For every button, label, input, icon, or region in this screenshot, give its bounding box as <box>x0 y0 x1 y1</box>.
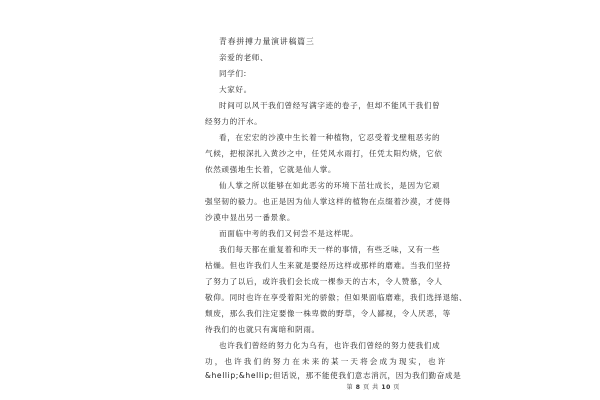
paragraph-line: 强坚韧的毅力。也正是因为仙人掌这样的植物在点缀着沙漠，才使得 <box>205 197 451 206</box>
paragraph-line: 沙漠中显出另一番景象。 <box>205 213 296 222</box>
paragraph-line: 敬仰。同时也许在享受着阳光的骄傲；但如果面临磨难，我们选择退缩、 <box>205 293 468 302</box>
paragraph-line: 功，也许我们的努力在未来的某一天将会成为现实，也许 <box>205 357 448 366</box>
paragraph-line: 了努力了以后，或许我们会长成一棵参天的古木，令人赞慕，令人 <box>205 277 443 286</box>
paragraph-line: 看，在宏宏的沙漠中生长着一种植物，它忍受着戈壁粗恶劣的 <box>219 133 441 142</box>
document-title: 青春拼搏力量演讲稿篇三 <box>219 37 315 46</box>
paragraph-line: 也许我们曾经的努力化为乌有，也许我们曾经的努力使我们成 <box>219 341 441 350</box>
paragraph-line: 仙人掌之所以能够在如此恶劣的环境下茁壮成长，是因为它顽 <box>219 181 441 190</box>
paragraph-line: 同学们: <box>219 69 247 78</box>
paragraph-line: 依然顽强地生长着，它就是仙人掌。 <box>205 165 337 174</box>
paragraph-line: 颓废，那么我们注定要像一株卑微的野草，令人鄙视，令人厌恶，等 <box>205 309 451 318</box>
paragraph-line: 待我们的也就只有寓暗和阴雨。 <box>205 325 320 334</box>
paragraph-line: 枯燥。但也许我们人生来就是要经历这样或那样的磨难。当我们坚持 <box>205 261 451 270</box>
paragraph-line: 亲爱的老师、 <box>219 53 269 62</box>
paragraph-line: 而面临中考的我们又何尝不是这样呢。 <box>219 229 359 238</box>
paragraph-line: &hellip;&hellip;但话说，那不能使我们意志消沉，因为我们勤奋成是 <box>205 371 462 380</box>
paragraph-line: 经努力的汗水。 <box>205 117 263 126</box>
paragraph-line: 我们每天都在重复着和昨天一样的事情，有些乏味，又有一些 <box>219 245 441 254</box>
paragraph-line: 大家好。 <box>219 85 252 94</box>
paragraph-line: 气候，把根深扎入黄沙之中，任凭风水雨打，任凭太阳灼烧，它依 <box>205 149 443 158</box>
page-number: 第 8 页 共 10 页 <box>346 384 400 391</box>
paragraph-line: 时间可以风干我们曾经写满字迹的卷子，但却不能风干我们曾 <box>219 101 441 110</box>
